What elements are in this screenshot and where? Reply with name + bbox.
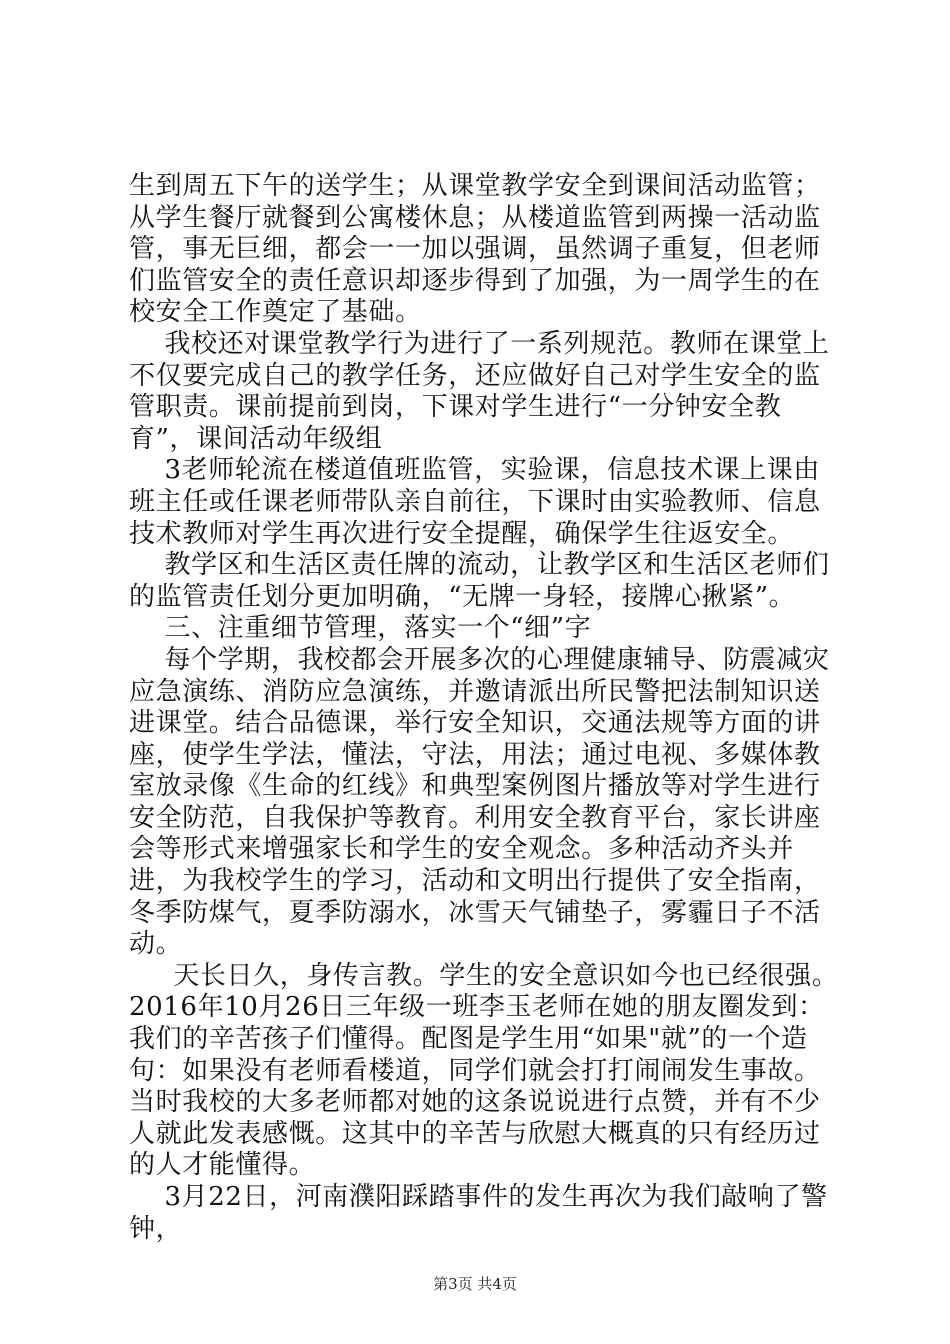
paragraph-4: 教学区和生活区责任牌的流动，让教学区和生活区老师们的监管责任划分更加明确，“无牌一身轻，接牌心揪紧”。 [129,550,830,612]
document-body [129,171,841,1245]
section-heading: 三、注重细节管理，落实一个“细”字 [129,613,592,644]
page-number-footer: 第3页 共4页 [433,1275,517,1293]
paragraph-7: 3月22日，河南濮阳踩踏事件的发生再次为我们敲响了警钟， [129,1182,828,1244]
paragraph-1: 生到周五下午的送学生；从课堂教学安全到课间活动监管；从学生餐厅就餐到公寓楼休息；从楼道监管到两操一活动监管，事无巨细，都会一一加以强调，虽然调子重复，但老师们监管安全的责任意识却逐步得到了加强，为一周学生的在校安全工作奠定了基础。 [129,171,821,328]
paragraph-2: 我校还对课堂教学行为进行了一系列规范。教师在课堂上不仅要完成自己的教学任务，还应做好自己对学生安全的监管职责。课前提前到岗，下课对学生进行“一分钟安全教育”，课间活动年级组 [129,328,830,454]
paragraph-3: 3老师轮流在楼道值班监管，实验课，信息技术课上课由班主任或任课老师带队亲自前往，下课时由实验教师、信息技术教师对学生再次进行安全提醒，确保学生往返安全。 [129,455,821,549]
paragraph-6: 天长日久，身传言教。学生的安全意识如今也已经很强。2016年10月26日三年级一班李玉老师在她的朋友圈发到：我们的辛苦孩子们懂得。配图是学生用“如果"就”的一个造句：如果没有老师看楼道，同学们就会打打闹闹发生事故。当时我校的大多老师都对她的这条说说进行点赞，并有不少人就此发表感慨。这其中的辛苦与欣慰大概真的只有经历过的人才能懂得。 [129,960,839,1181]
paragraph-5: 每个学期，我校都会开展多次的心理健康辅导、防震减灾应急演练、消防应急演练，并邀请派出所民警把法制知识送进课堂。结合品德课，举行安全知识，交通法规等方面的讲座，使学生学法，懂法，守法，用法；通过电视、多媒体教室放录像《生命的红线》和典型案例图片播放等对学生进行安全防范，自我保护等教育。利用安全教育平台，家长讲座会等形式来增强家长和学生的安全观念。多种活动齐头并进，为我校学生的学习，活动和文明出行提供了安全指南，冬季防煤气，夏季防溺水，冰雪天气铺垫子，雾霾日子不活动。 [129,644,830,960]
